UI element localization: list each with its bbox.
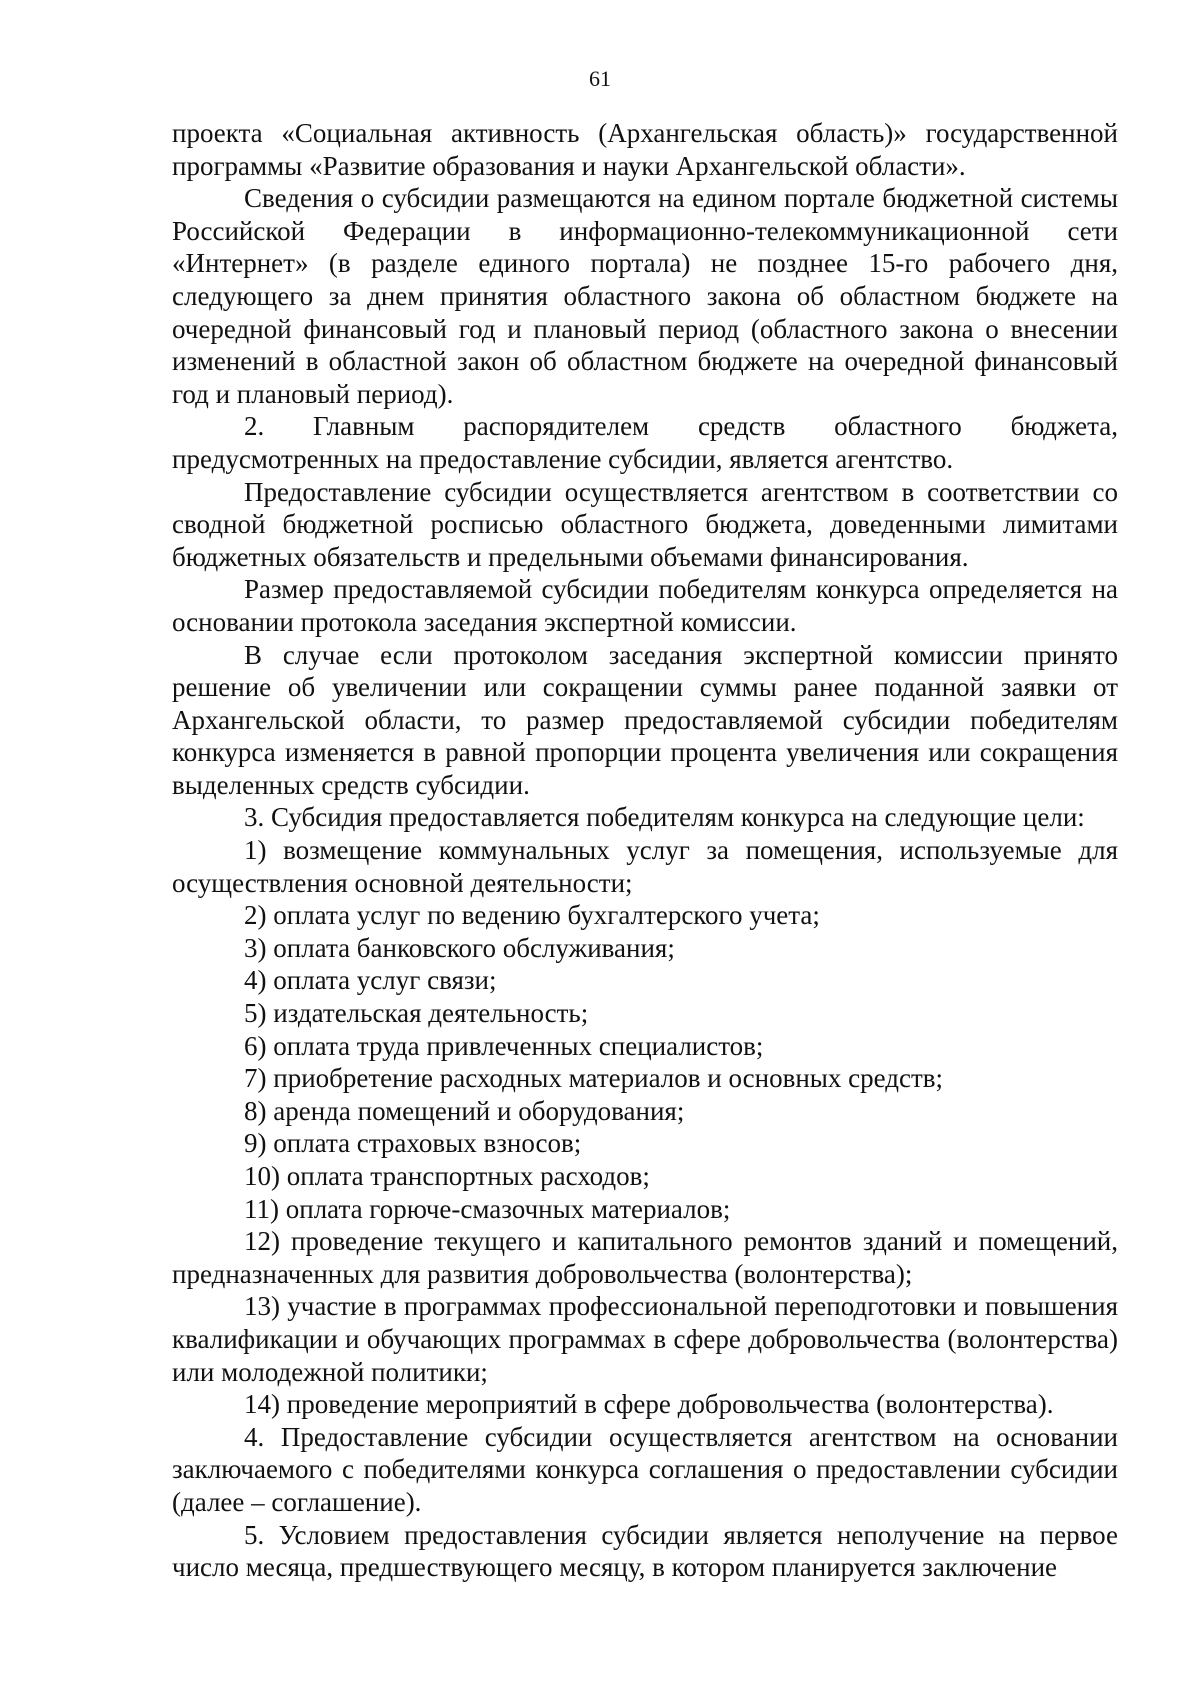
paragraph-item-4-agreement: 4. Предоставление субсидии осуществляется агентством на основании заключаемого с победителями конкурса соглашения о предоставлении субсидии (далее – соглашение).: [172, 1421, 1118, 1517]
list-item-purpose-2: 2) оплата услуг по ведению бухгалтерского учета;: [244, 900, 820, 931]
list-item-purpose-6: 6) оплата труда привлеченных специалистов;: [244, 1030, 764, 1061]
list-item-purpose-10: 10) оплата транспортных расходов;: [244, 1161, 650, 1191]
list-item-purpose-5: 5) издательская деятельность;: [244, 998, 589, 1029]
list-item-purpose-3: 3) оплата банковского обслуживания;: [244, 932, 675, 963]
list-item-purpose-14: 14) проведение мероприятий в сфере добровольчества (волонтерства).: [244, 1389, 1054, 1420]
list-item-purpose-13: 13) участие в программах профессиональной переподготовки и повышения квалификации и обучающих программах в сфере добровольчества (волонтерства) или молодежной политики;: [172, 1291, 1118, 1387]
list-item-purpose-7: 7) приобретение расходных материалов и основных средств;: [244, 1063, 944, 1094]
list-item-purpose-1: 1) возмещение коммунальных услуг за помещения, используемые для осуществления основной деятельности;: [172, 835, 1118, 898]
paragraph-subsidy-info-portal: Сведения о субсидии размещаются на едином портале бюджетной системы Российской Федерации в информационно-телекоммуникационной сети «Интернет» (в разделе единого портала) не позднее 15-го рабочего дня, следующего за днем принятия областного закона об областном бюджете на очередной финансовый год и плановый период (областного закона о внесении изменений в областной закон об областном бюджете на очередной финансовый год и плановый период).: [172, 183, 1118, 409]
document-body: [172, 117, 1118, 1584]
paragraph-subsidy-provision: Предоставление субсидии осуществляется агентством в соответствии со сводной бюджетной росписью областного бюджета, доведенными лимитами бюджетных обязательств и предельными объемами финансирования.: [172, 476, 1118, 572]
list-item-purpose-8: 8) аренда помещений и оборудования;: [244, 1095, 685, 1126]
paragraph-item-5-condition: 5. Условием предоставления субсидии является неполучение на первое число месяца, предшествующего месяцу, в котором планируется заключение: [172, 1519, 1118, 1583]
paragraph-item-3-purposes: 3. Субсидия предоставляется победителям конкурса на следующие цели:: [244, 802, 1085, 833]
list-item-purpose-11: 11) оплата горюче-смазочных материалов;: [244, 1193, 731, 1224]
list-item-purpose-12: 12) проведение текущего и капитального ремонтов зданий и помещений, предназначенных для развития добровольчества (волонтерства);: [172, 1226, 1118, 1289]
list-item-purpose-4: 4) оплата услуг связи;: [244, 965, 497, 996]
paragraph-project-continuation: проекта «Социальная активность (Архангельская область)» государственной программы «Развитие образования и науки Архангельской области».: [172, 118, 1118, 181]
list-item-purpose-9: 9) оплата страховых взносов;: [244, 1128, 582, 1159]
paragraph-subsidy-amount: Размер предоставляемой субсидии победителям конкурса определяется на основании протокола заседания экспертной комиссии.: [172, 574, 1118, 637]
paragraph-protocol-decision: В случае если протоколом заседания экспертной комиссии принято решение об увеличении или сокращении суммы ранее поданной заявки от Архангельской области, то размер предоставляемой субсидии победителям конкурса изменяется в равной пропорции процента увеличения или сокращения выделенных средств субсидии.: [172, 639, 1118, 800]
paragraph-item-2-main-manager: 2. Главным распорядителем средств областного бюджета, предусмотренных на предоставление субсидии, является агентство.: [172, 411, 1118, 474]
page-number: 61: [589, 66, 611, 91]
